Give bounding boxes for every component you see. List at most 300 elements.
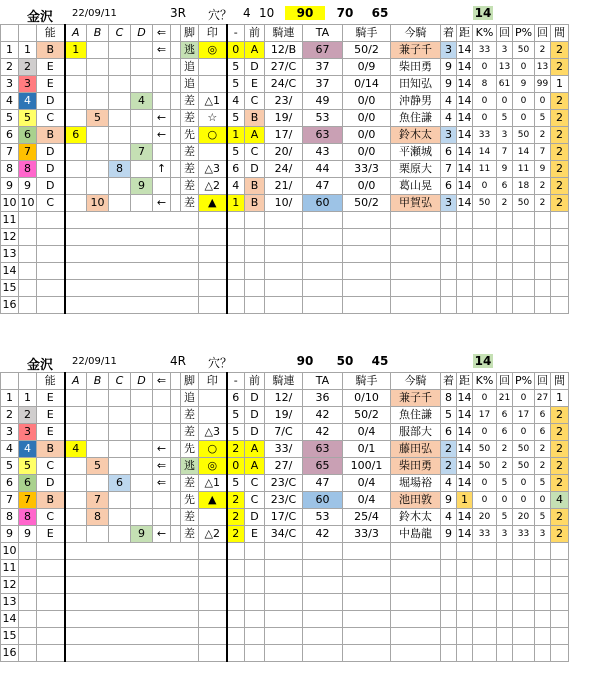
empty-cell — [457, 645, 473, 662]
empty-cell — [181, 297, 199, 314]
count-1: 3 — [497, 42, 513, 59]
empty-cell — [441, 263, 457, 280]
table-row — [1, 229, 569, 246]
header-blank — [19, 25, 37, 42]
count-2: 13 — [535, 59, 551, 76]
count-2: 9 — [535, 161, 551, 178]
current-jockey: 魚住謙 — [391, 110, 441, 127]
gate-number — [19, 246, 37, 263]
empty-cell — [391, 263, 441, 280]
empty-cell — [227, 246, 245, 263]
interval: 4 — [551, 492, 569, 509]
empty-cell — [245, 297, 265, 314]
nouryoku-grade — [37, 280, 65, 297]
table-row[interactable] — [1, 42, 569, 59]
col-header-pp: P% — [513, 373, 535, 390]
count-2: 5 — [535, 110, 551, 127]
gate-number — [19, 212, 37, 229]
empty-cell — [457, 628, 473, 645]
row-number: 5 — [1, 458, 19, 475]
empty-cell — [265, 560, 303, 577]
empty-cell — [343, 594, 391, 611]
row-number: 9 — [1, 526, 19, 543]
prediction-mark — [199, 577, 227, 594]
rank-b: 8 — [87, 509, 109, 526]
empty-cell — [87, 543, 109, 560]
rank-b: 5 — [87, 458, 109, 475]
row-number: 15 — [1, 628, 19, 645]
empty-cell — [153, 543, 171, 560]
position-arrow — [153, 492, 171, 509]
rank-d — [131, 475, 153, 492]
col-header-kan: 間 — [551, 25, 569, 42]
col-header-kiren: 騎連 — [265, 25, 303, 42]
rank-d: 9 — [131, 178, 153, 195]
empty-cell — [551, 628, 569, 645]
rank-c: 8 — [109, 161, 131, 178]
count-2: 2 — [535, 195, 551, 212]
finish: 6 — [441, 424, 457, 441]
empty-cell — [65, 229, 87, 246]
empty-cell — [497, 645, 513, 662]
empty-cell — [171, 280, 181, 297]
empty-cell — [153, 297, 171, 314]
prediction-mark: △3 — [199, 161, 227, 178]
empty-cell — [65, 543, 87, 560]
distance: 14 — [457, 475, 473, 492]
ta-score: 43 — [303, 144, 343, 161]
current-jockey: 栗原大 — [391, 161, 441, 178]
distance-count: 14 — [474, 354, 492, 368]
jockey-combo: 12/B — [265, 42, 303, 59]
spacer-cell — [171, 144, 181, 161]
row-number: 2 — [1, 59, 19, 76]
count-1: 61 — [497, 76, 513, 93]
empty-cell — [227, 611, 245, 628]
empty-cell — [65, 645, 87, 662]
top-value-3: 45 — [371, 354, 389, 368]
count-1: 3 — [497, 127, 513, 144]
empty-cell — [343, 280, 391, 297]
current-jockey: 兼子千 — [391, 42, 441, 59]
empty-cell — [131, 280, 153, 297]
table-row[interactable] — [1, 441, 569, 458]
table-row[interactable] — [1, 407, 569, 424]
table-row[interactable] — [1, 475, 569, 492]
early-rank: 2 — [227, 441, 245, 458]
running-style: 追 — [181, 59, 199, 76]
empty-cell — [391, 297, 441, 314]
prediction-mark — [199, 594, 227, 611]
spacer-cell — [171, 127, 181, 144]
empty-cell — [303, 263, 343, 280]
current-jockey: 田知弘 — [391, 76, 441, 93]
count-2: 3 — [535, 526, 551, 543]
empty-cell — [441, 577, 457, 594]
p-percent: 50 — [513, 458, 535, 475]
finish: 3 — [441, 127, 457, 144]
rank-a — [65, 161, 87, 178]
empty-cell — [535, 611, 551, 628]
empty-cell — [245, 229, 265, 246]
distance-count: 14 — [474, 6, 492, 20]
distance: 14 — [457, 407, 473, 424]
k-percent: 33 — [473, 526, 497, 543]
empty-cell — [457, 229, 473, 246]
empty-cell — [153, 628, 171, 645]
empty-cell — [535, 560, 551, 577]
table-row[interactable] — [1, 93, 569, 110]
table-row[interactable] — [1, 492, 569, 509]
empty-cell — [513, 212, 535, 229]
rank-d — [131, 110, 153, 127]
p-percent: 0 — [513, 390, 535, 407]
p-percent: 9 — [513, 76, 535, 93]
empty-cell — [441, 280, 457, 297]
col-header-spacer — [171, 25, 181, 42]
nouryoku-grade: D — [37, 93, 65, 110]
empty-cell — [153, 246, 171, 263]
row-number: 3 — [1, 76, 19, 93]
rank-a — [65, 475, 87, 492]
spacer-cell — [171, 475, 181, 492]
jockey-combo: 21/ — [265, 178, 303, 195]
row-number: 14 — [1, 263, 19, 280]
rank-c — [109, 76, 131, 93]
empty-cell — [551, 246, 569, 263]
k-percent: 0 — [473, 59, 497, 76]
empty-cell — [131, 212, 153, 229]
table-row[interactable] — [1, 424, 569, 441]
empty-cell — [551, 212, 569, 229]
prediction-mark: ◎ — [199, 42, 227, 59]
col-header-spacer — [171, 373, 181, 390]
ta-score: 37 — [303, 59, 343, 76]
k-percent: 33 — [473, 127, 497, 144]
spacer-cell — [171, 59, 181, 76]
prediction-mark: ◎ — [199, 458, 227, 475]
nouryoku-grade: C — [37, 458, 65, 475]
table-row[interactable] — [1, 458, 569, 475]
col-header-konki: 今騎 — [391, 373, 441, 390]
running-style: 差 — [181, 178, 199, 195]
row-number: 11 — [1, 560, 19, 577]
table-row[interactable] — [1, 76, 569, 93]
empty-cell — [181, 611, 199, 628]
count-1: 2 — [497, 441, 513, 458]
empty-cell — [171, 246, 181, 263]
empty-cell — [343, 297, 391, 314]
table-row — [1, 577, 569, 594]
row-number: 4 — [1, 441, 19, 458]
nouryoku-grade: B — [37, 42, 65, 59]
empty-cell — [473, 246, 497, 263]
spacer-cell — [171, 492, 181, 509]
distance: 14 — [457, 441, 473, 458]
running-style: 差 — [181, 110, 199, 127]
empty-cell — [441, 246, 457, 263]
table-row[interactable] — [1, 195, 569, 212]
empty-cell — [65, 577, 87, 594]
empty-cell — [131, 543, 153, 560]
early-rank: 5 — [227, 76, 245, 93]
jockey-stats: 0/0 — [343, 110, 391, 127]
count-1: 5 — [497, 475, 513, 492]
table-row[interactable] — [1, 390, 569, 407]
header-blank — [19, 373, 37, 390]
current-jockey: 甲賀弘 — [391, 195, 441, 212]
p-percent: 33 — [513, 526, 535, 543]
rank-b: 7 — [87, 492, 109, 509]
interval: 2 — [551, 441, 569, 458]
table-row[interactable] — [1, 161, 569, 178]
table-row — [1, 246, 569, 263]
empty-cell — [109, 212, 131, 229]
count-2: 2 — [535, 127, 551, 144]
race-block-4r — [0, 352, 606, 662]
empty-cell — [181, 560, 199, 577]
ana-value-2: 10 — [259, 6, 275, 20]
empty-cell — [391, 280, 441, 297]
early-grade: D — [245, 424, 265, 441]
early-rank: 5 — [227, 144, 245, 161]
col-header-c: C — [109, 25, 131, 42]
table-row — [1, 645, 569, 662]
col-header-kishu: 騎手 — [343, 25, 391, 42]
early-rank: 4 — [227, 93, 245, 110]
table-row — [1, 263, 569, 280]
position-arrow — [153, 407, 171, 424]
empty-cell — [227, 263, 245, 280]
early-grade: D — [245, 509, 265, 526]
count-1: 5 — [497, 110, 513, 127]
row-number: 7 — [1, 144, 19, 161]
gate-number: 4 — [19, 93, 37, 110]
top-value-3: 65 — [371, 6, 389, 20]
empty-cell — [497, 628, 513, 645]
table-row[interactable] — [1, 509, 569, 526]
prediction-mark — [199, 263, 227, 280]
count-1: 2 — [497, 195, 513, 212]
nouryoku-grade: E — [37, 76, 65, 93]
prediction-mark: △2 — [199, 526, 227, 543]
nouryoku-grade: B — [37, 441, 65, 458]
distance: 14 — [457, 127, 473, 144]
current-jockey: 兼子千 — [391, 390, 441, 407]
col-header-chaku: 着 — [441, 373, 457, 390]
col-header-d: D — [131, 373, 153, 390]
empty-cell — [227, 645, 245, 662]
jockey-stats: 50/2 — [343, 407, 391, 424]
prediction-mark — [199, 229, 227, 246]
col-header-mae: 前 — [245, 373, 265, 390]
rank-c — [109, 390, 131, 407]
count-2: 5 — [535, 509, 551, 526]
gate-number: 1 — [19, 390, 37, 407]
rank-c — [109, 93, 131, 110]
empty-cell — [181, 543, 199, 560]
table-row[interactable] — [1, 526, 569, 543]
col-header-kai2: 回 — [535, 25, 551, 42]
rank-b — [87, 178, 109, 195]
row-number: 3 — [1, 424, 19, 441]
empty-cell — [343, 212, 391, 229]
current-jockey: 平瀬城 — [391, 144, 441, 161]
jockey-stats: 33/3 — [343, 161, 391, 178]
jockey-combo: 23/ — [265, 93, 303, 110]
table-row[interactable] — [1, 144, 569, 161]
empty-cell — [457, 263, 473, 280]
nouryoku-grade — [37, 628, 65, 645]
ana-label: 穴？ — [208, 356, 233, 370]
count-1: 2 — [497, 458, 513, 475]
empty-cell — [391, 543, 441, 560]
empty-cell — [391, 560, 441, 577]
nouryoku-grade — [37, 560, 65, 577]
empty-cell — [109, 594, 131, 611]
k-percent: 0 — [473, 475, 497, 492]
p-percent: 50 — [513, 127, 535, 144]
prediction-mark — [199, 560, 227, 577]
empty-cell — [65, 263, 87, 280]
count-1: 9 — [497, 161, 513, 178]
rank-a: 4 — [65, 441, 87, 458]
empty-cell — [245, 560, 265, 577]
race-table — [0, 372, 606, 662]
spacer-cell — [171, 390, 181, 407]
col-header-shirushi: 印 — [199, 25, 227, 42]
table-row[interactable] — [1, 59, 569, 76]
early-rank: 1 — [227, 195, 245, 212]
prediction-mark: ☆ — [199, 110, 227, 127]
current-jockey: 鈴木太 — [391, 509, 441, 526]
empty-cell — [303, 212, 343, 229]
jockey-combo: 12/ — [265, 390, 303, 407]
empty-cell — [109, 229, 131, 246]
gate-number: 9 — [19, 526, 37, 543]
rank-a: 1 — [65, 42, 87, 59]
interval: 1 — [551, 76, 569, 93]
table-row — [1, 297, 569, 314]
empty-cell — [245, 645, 265, 662]
col-header-kp: K% — [473, 373, 497, 390]
empty-cell — [87, 560, 109, 577]
early-grade: A — [245, 441, 265, 458]
row-number: 13 — [1, 594, 19, 611]
spacer-cell — [171, 424, 181, 441]
empty-cell — [303, 297, 343, 314]
prediction-mark — [199, 246, 227, 263]
prediction-mark: ▲ — [199, 492, 227, 509]
finish: 4 — [441, 110, 457, 127]
early-rank: 6 — [227, 390, 245, 407]
col-header-shirushi: 印 — [199, 373, 227, 390]
empty-cell — [171, 594, 181, 611]
rank-d — [131, 59, 153, 76]
rank-c — [109, 195, 131, 212]
running-style: 差 — [181, 144, 199, 161]
empty-cell — [87, 263, 109, 280]
empty-cell — [245, 263, 265, 280]
count-1: 6 — [497, 407, 513, 424]
p-percent: 0 — [513, 492, 535, 509]
empty-cell — [87, 594, 109, 611]
empty-cell — [303, 594, 343, 611]
position-arrow: ⇐ — [153, 458, 171, 475]
empty-cell — [131, 229, 153, 246]
empty-cell — [181, 280, 199, 297]
ana-label: 穴？ — [208, 8, 233, 22]
distance: 14 — [457, 93, 473, 110]
row-number: 15 — [1, 280, 19, 297]
empty-cell — [227, 560, 245, 577]
empty-cell — [473, 611, 497, 628]
finish: 9 — [441, 492, 457, 509]
empty-cell — [513, 577, 535, 594]
empty-cell — [551, 280, 569, 297]
rank-b: 5 — [87, 110, 109, 127]
distance: 14 — [457, 110, 473, 127]
row-number: 7 — [1, 492, 19, 509]
early-grade: B — [245, 178, 265, 195]
empty-cell — [391, 577, 441, 594]
count-2: 2 — [535, 178, 551, 195]
early-rank: 0 — [227, 458, 245, 475]
empty-cell — [171, 577, 181, 594]
jockey-stats: 0/10 — [343, 390, 391, 407]
header-blank — [1, 373, 19, 390]
empty-cell — [535, 212, 551, 229]
gate-number: 4 — [19, 441, 37, 458]
spacer-cell — [171, 407, 181, 424]
nouryoku-grade: B — [37, 127, 65, 144]
empty-cell — [457, 212, 473, 229]
interval: 2 — [551, 407, 569, 424]
finish: 9 — [441, 526, 457, 543]
empty-cell — [181, 628, 199, 645]
table-row[interactable] — [1, 178, 569, 195]
prediction-mark — [199, 212, 227, 229]
empty-cell — [65, 628, 87, 645]
running-style: 逃 — [181, 458, 199, 475]
table-row — [1, 611, 569, 628]
col-header-nou: 能 — [37, 373, 65, 390]
empty-cell — [65, 297, 87, 314]
nouryoku-grade — [37, 297, 65, 314]
finish: 2 — [441, 458, 457, 475]
table-row[interactable] — [1, 110, 569, 127]
nouryoku-grade: E — [37, 59, 65, 76]
gate-number: 6 — [19, 127, 37, 144]
count-1: 3 — [497, 526, 513, 543]
position-arrow: ← — [153, 195, 171, 212]
empty-cell — [171, 229, 181, 246]
rank-d — [131, 195, 153, 212]
header-blank — [1, 25, 19, 42]
rank-b — [87, 390, 109, 407]
empty-cell — [535, 280, 551, 297]
empty-cell — [87, 280, 109, 297]
empty-cell — [265, 280, 303, 297]
race-block-3r — [0, 4, 606, 314]
empty-cell — [457, 297, 473, 314]
empty-cell — [87, 212, 109, 229]
finish: 4 — [441, 509, 457, 526]
empty-cell — [473, 577, 497, 594]
position-arrow — [153, 93, 171, 110]
table-row[interactable] — [1, 127, 569, 144]
interval: 2 — [551, 526, 569, 543]
